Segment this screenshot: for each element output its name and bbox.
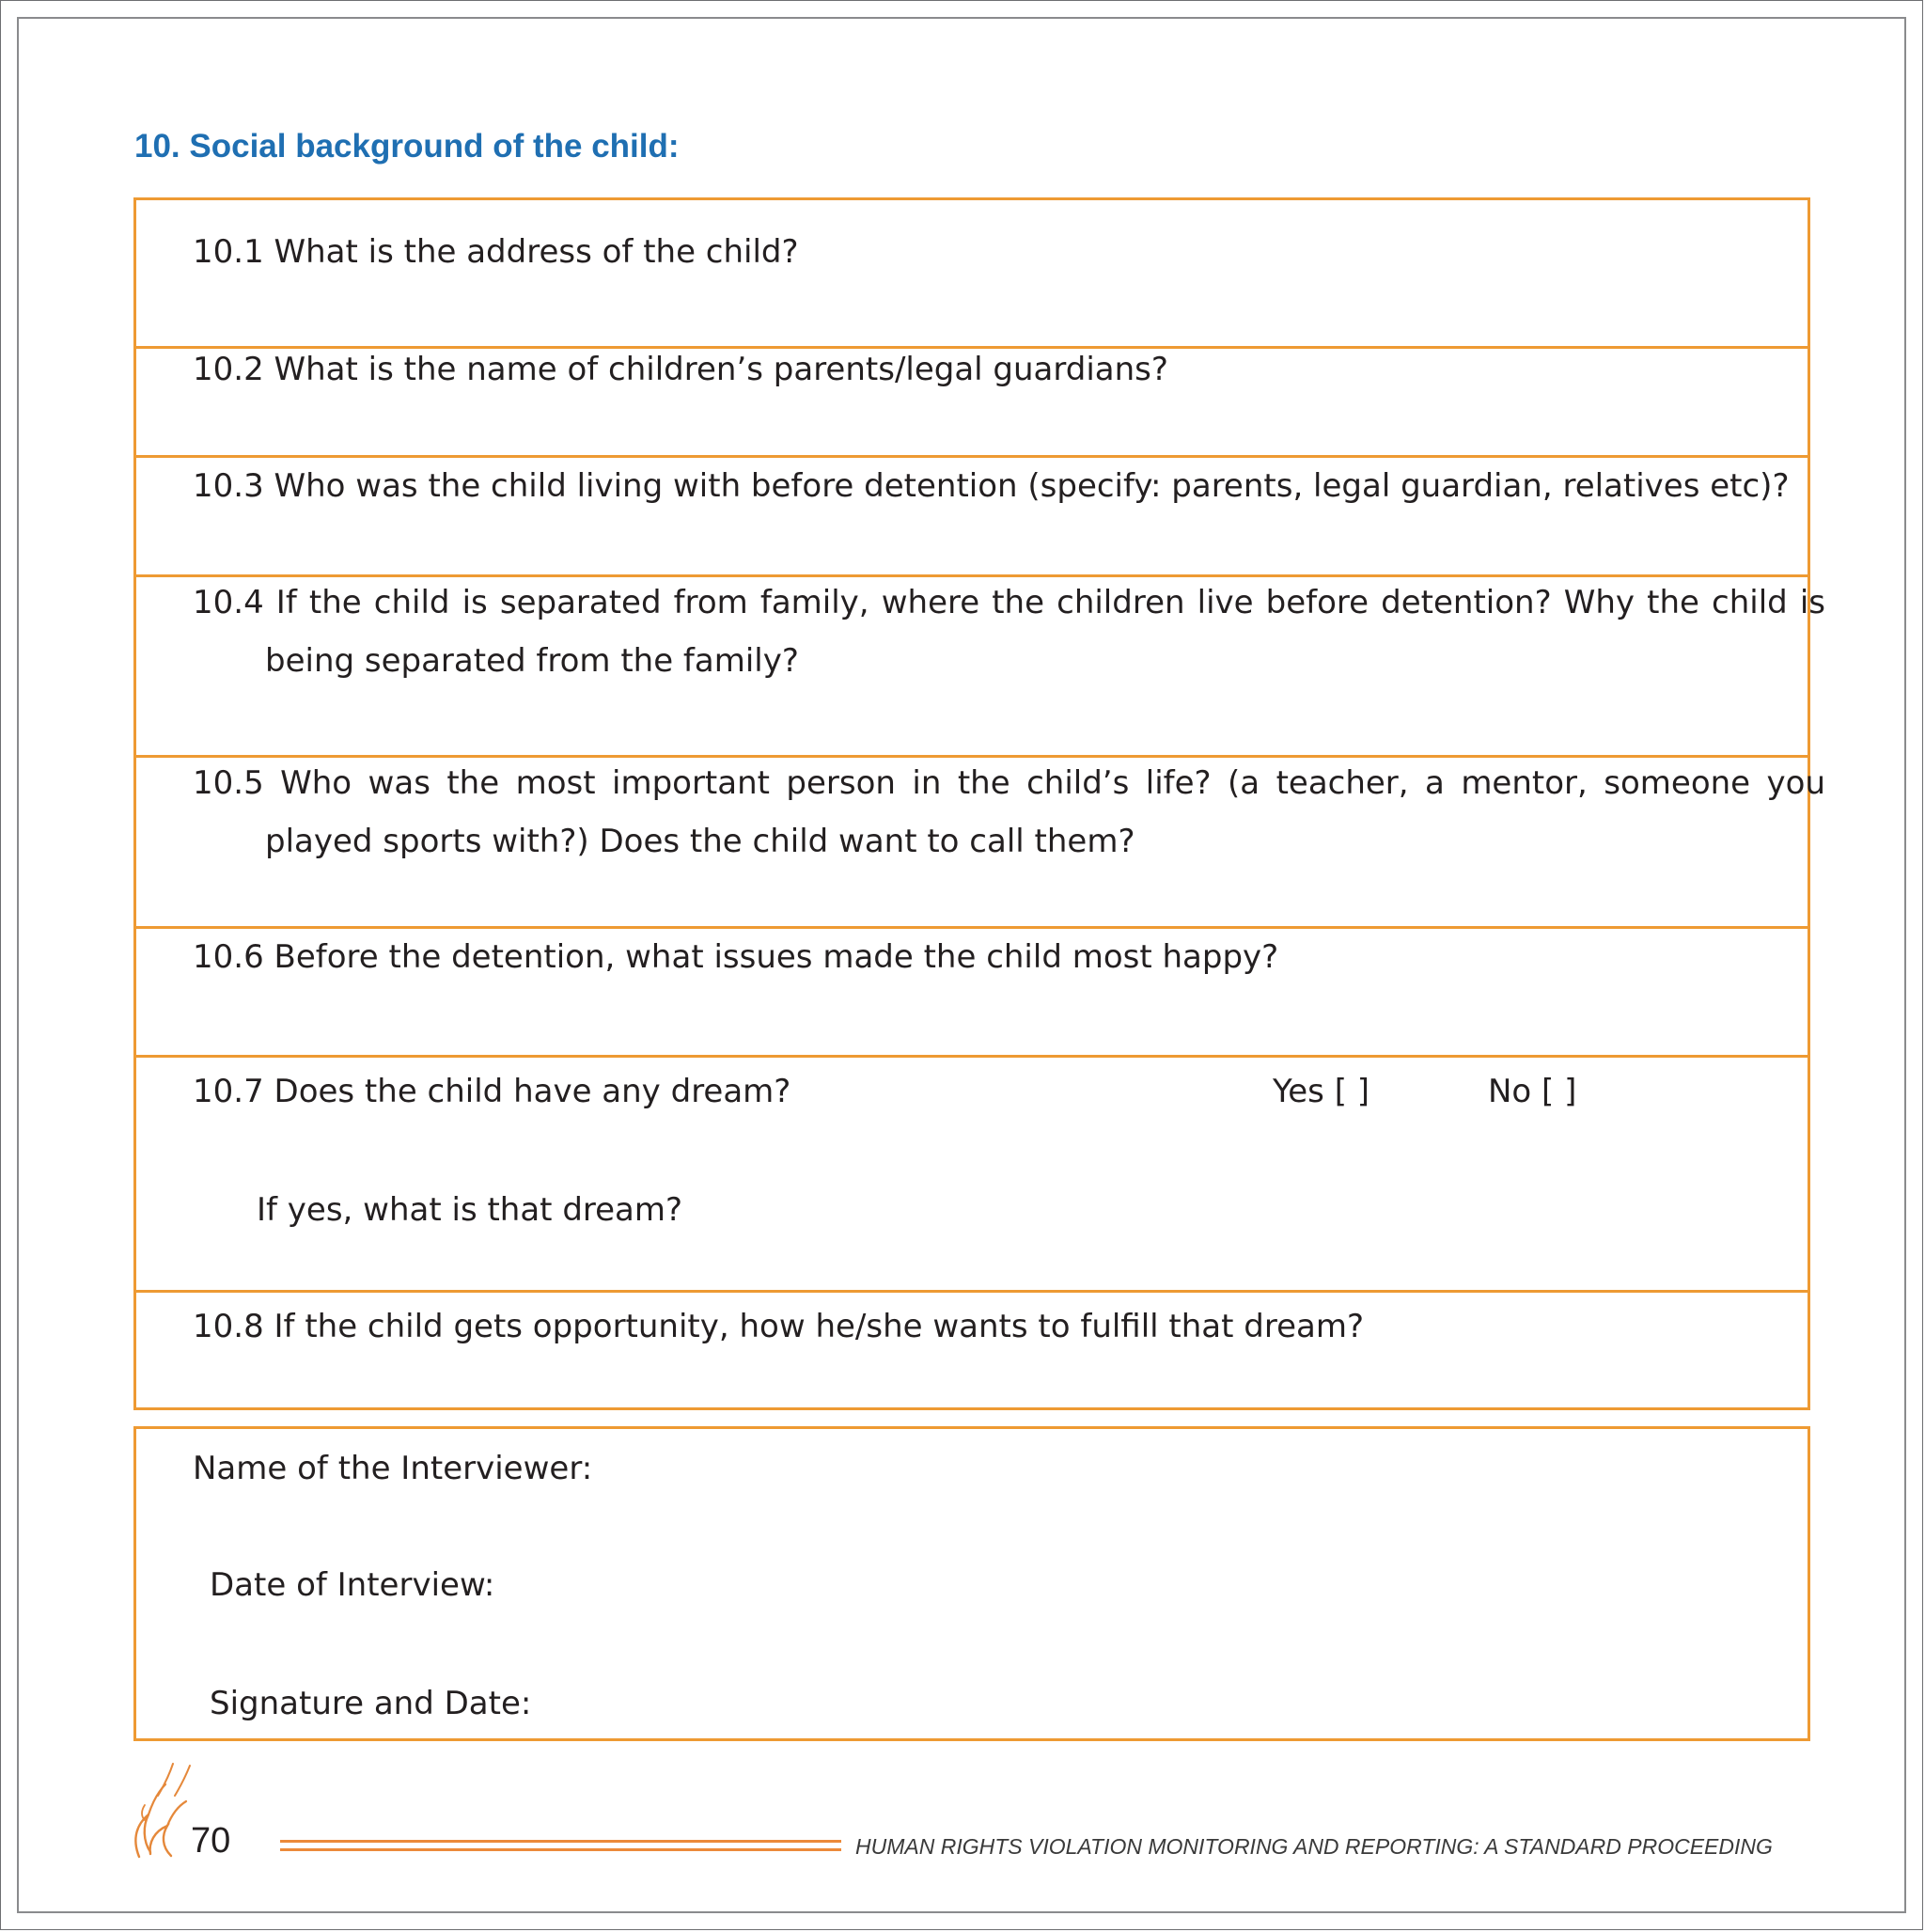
question-row-10-1[interactable]: [136, 200, 1808, 346]
questions-table: [133, 197, 1825, 1410]
question-text: 10.4 If the child is separated from family, where the children live before detention? Why the child is being separated from the family?: [193, 584, 1825, 680]
question-text: 10.1 What is the address of the child?: [193, 233, 799, 271]
question-row-10-7[interactable]: [136, 1055, 1808, 1293]
running-title: HUMAN RIGHTS VIOLATION MONITORING AND REPORTING: A STANDARD PROCEEDING: [855, 1834, 1773, 1859]
question-row-10-3[interactable]: [136, 455, 1808, 577]
yes-checkbox[interactable]: Yes [ ]: [1273, 1073, 1370, 1110]
question-row-10-4[interactable]: [136, 574, 1825, 758]
signature-label: Signature and Date:: [210, 1685, 532, 1722]
section-title: 10. Social background of the child:: [134, 128, 680, 165]
question-row-10-5[interactable]: [136, 755, 1825, 929]
question-row-10-8[interactable]: [136, 1290, 1808, 1416]
question-text: 10.5 Who was the most important person in the child’s life? (a teacher, a mentor, someone you played sports with?) Does the child want to call them?: [193, 764, 1825, 860]
figure-logo-icon: [130, 1758, 196, 1861]
footer-rule-bottom: [280, 1848, 841, 1851]
question-row-10-6[interactable]: [136, 926, 1808, 1058]
question-text: 10.8 If the child gets opportunity, how he/she wants to fulfill that dream?: [193, 1308, 1365, 1345]
interview-date-label: Date of Interview:: [210, 1566, 495, 1604]
question-text: 10.3 Who was the child living with before detention (specify: parents, legal guardian, relatives etc)?: [193, 467, 1790, 505]
signature-box: [133, 1426, 1810, 1741]
footer-rule-top: [280, 1840, 841, 1843]
no-checkbox[interactable]: No [ ]: [1488, 1073, 1577, 1110]
question-text: 10.7 Does the child have any dream?: [193, 1073, 791, 1110]
page-number: 70: [191, 1821, 231, 1861]
followup-text: If yes, what is that dream?: [257, 1191, 683, 1229]
question-text: 10.2 What is the name of children’s parents/legal guardians?: [193, 351, 1168, 388]
interviewer-name-label: Name of the Interviewer:: [193, 1450, 593, 1487]
question-text: 10.6 Before the detention, what issues made the child most happy?: [193, 938, 1279, 976]
question-row-10-2[interactable]: [136, 346, 1808, 458]
